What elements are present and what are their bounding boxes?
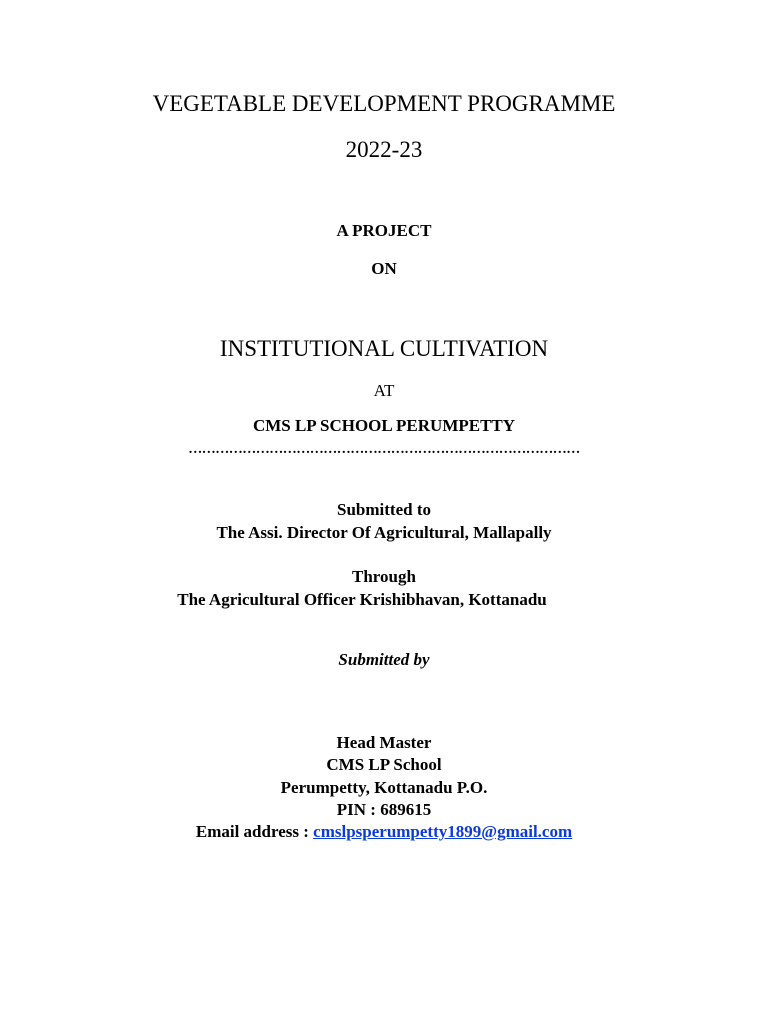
submitted-to-recipient: The Assi. Director Of Agricultural, Mallapally	[216, 523, 552, 542]
sender-role: Head Master	[336, 733, 432, 752]
sender-address: Perumpetty, Kottanadu P.O.	[280, 778, 488, 797]
sender-pin: PIN : 689615	[336, 800, 432, 819]
at-label: AT	[373, 381, 395, 400]
dotted-separator: ……………………………………………………………………………	[188, 442, 580, 457]
on-label: ON	[371, 259, 397, 278]
submitted-by-label: Submitted by	[338, 650, 430, 669]
email-label: Email address :	[195, 822, 314, 841]
document-year: 2022-23	[345, 137, 423, 162]
email-link[interactable]: cmslpsperumpetty1899@gmail.com	[313, 822, 573, 841]
through-officer: The Agricultural Officer Krishibhavan, Kottanadu	[177, 590, 547, 609]
sender-institution: CMS LP School	[326, 755, 442, 774]
email-line	[0, 823, 768, 840]
project-subject: INSTITUTIONAL CULTIVATION	[219, 336, 549, 361]
school-name: CMS LP SCHOOL PERUMPETTY	[252, 416, 516, 435]
through-label: Through	[352, 567, 416, 586]
submitted-to-label: Submitted to	[337, 500, 431, 519]
project-label: A PROJECT	[336, 221, 432, 240]
document-title: VEGETABLE DEVELOPMENT PROGRAMME	[152, 91, 616, 116]
